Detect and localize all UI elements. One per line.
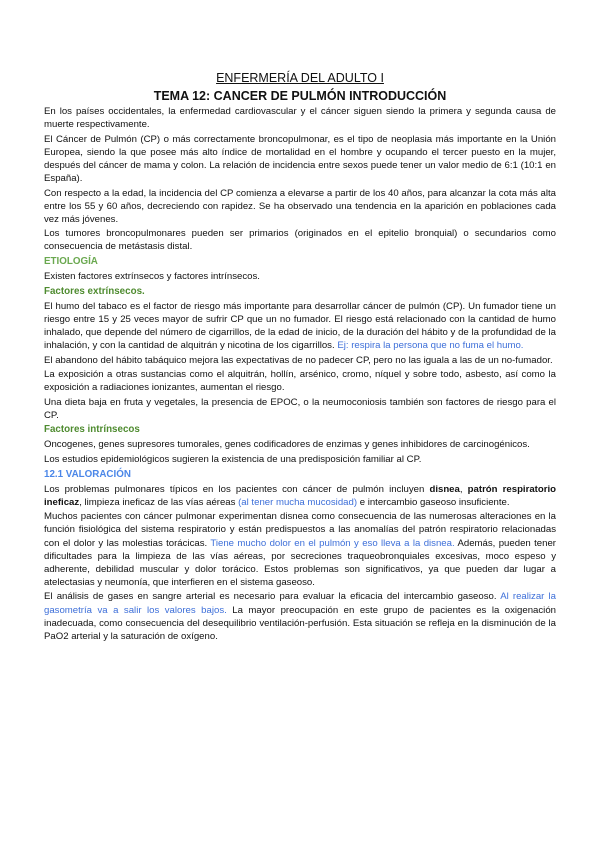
valoracion-paragraph-1 bbox=[44, 483, 556, 509]
valoracion-paragraph-3 bbox=[44, 590, 556, 642]
valoracion-p1-text-e: e intercambio gaseoso insuficiente. bbox=[357, 496, 510, 508]
extrinsecos-paragraph-4: Una dieta baja en fruta y vegetales, la presencia de EPOC, o la neumoconiosis también son factores de riesgo para el CP. bbox=[44, 396, 556, 421]
intro-paragraph-3: Con respecto a la edad, la incidencia del CP comienza a elevarse a partir de los 40 años, para alcanzar la cota más alta entre los 55 y 60 años, decreciendo con rapidez. Se ha observado una tendencia en la aparición en poblaciones cada vez más jóvenes. bbox=[44, 187, 556, 225]
valoracion-p2-text-a: Muchos pacientes con cáncer pulmonar experimentan disnea como consecuencia de las numerosas alteraciones en la función fisiológica del sistema respiratorio y están predispuestos a las anomalías del patrón respiratorio relacionadas con el dolor y las molestias torácicas. bbox=[44, 511, 556, 549]
valoracion-p1-note: (al tener mucha mucosidad) bbox=[238, 496, 358, 508]
valoracion-paragraph-2 bbox=[44, 510, 556, 589]
intro-paragraph-1: En los países occidentales, la enfermedad cardiovascular y el cáncer siguen siendo la primera y segunda causa de muerte respectivamente. bbox=[44, 106, 556, 131]
extrinsecos-paragraph-2: El abandono del hábito tabáquico mejora las expectativas de no padecer CP, pero no las iguala a las de un no-fumador. bbox=[44, 354, 553, 366]
extrinsecos-paragraph-3: La exposición a otras sustancias como el alquitrán, hollín, arsénico, cromo, níquel y sobre todo, asbesto, así como la exposición a radiaciones ionizantes, aumentan el riesgo. bbox=[44, 369, 556, 394]
extrinsecos-heading: Factores extrínsecos. bbox=[44, 285, 145, 297]
valoracion-p3-note: Al realizar la gasometría va a salir los valores bajos. bbox=[44, 591, 556, 616]
valoracion-heading: 12.1 VALORACIÓN bbox=[44, 468, 131, 480]
valoracion-p2-note: Tiene mucho dolor en el pulmón y eso lleva a la disnea. bbox=[210, 537, 455, 549]
etiologia-paragraph: Existen factores extrínsecos y factores intrínsecos. bbox=[44, 271, 260, 283]
subject-title: ENFERMERÍA DEL ADULTO I bbox=[216, 71, 384, 85]
valoracion-p3-text-a: El análisis de gases en sangre arterial es necesario para evaluar la eficacia del intercambio gaseoso. bbox=[44, 591, 501, 603]
intrinsecos-paragraph-2: Los estudios epidemiológicos sugieren la existencia de una predisposición familiar al CP. bbox=[44, 454, 422, 466]
valoracion-p3-text-b: La mayor preocupación en este grupo de pacientes es la oxigenación inadecuada, como consecuencia del desequilibrio ventilación-perfusión. Esta situación se refleja en la disminución de la PaO2 arterial y la saturación de oxígeno. bbox=[44, 604, 556, 642]
intro-paragraph-4: Los tumores broncopulmonares pueden ser primarios (originados en el epitelio bronquial) o secundarios como consecuencia de metástasis distal. bbox=[44, 228, 556, 253]
extrinsecos-paragraph-1 bbox=[44, 300, 556, 352]
extrinsecos-text: El humo del tabaco es el factor de riesgo más importante para desarrollar cáncer de pulmón (CP). Un fumador tiene un riesgo entre 15 y 25 veces mayor de sufrir CP que un no fumador. El riesgo está relacionado con la cantidad de humo inhalado, que depende del número de cigarrillos, de la edad de inicio, de la duración del hábito y de la profundidad de la inhalación, y con la cantidad de alquitrán y nicotina de los cigarrillos. bbox=[44, 300, 556, 351]
valoracion-p1-text-d: , limpieza ineficaz de las vías aéreas bbox=[79, 496, 239, 508]
valoracion-p1-text-a: Los problemas pulmonares típicos en los pacientes con cáncer de pulmón incluyen bbox=[44, 483, 430, 495]
topic-title: TEMA 12: CANCER DE PULMÓN INTRODUCCIÓN bbox=[153, 89, 447, 103]
valoracion-p1-bold-disnea: disnea bbox=[429, 483, 460, 495]
valoracion-p1-sep: , bbox=[459, 483, 468, 495]
intrinsecos-heading: Factores intrínsecos bbox=[44, 424, 140, 436]
etiologia-heading: ETIOLOGÍA bbox=[44, 256, 98, 268]
valoracion-p1-bold-patron: patrón respiratorio ineficaz bbox=[44, 483, 556, 508]
valoracion-p2-text-b: Además, pueden tener dificultades para la limpieza de las vías aéreas, por secreciones traqueobronquiales excesivas, moco espeso y adherente, debilidad muscular y dolor torácico. Estos problemas son significativos, ya que pueden dar lugar a atelectasias y neumonía, que interfieren en el sistema gaseoso. bbox=[44, 537, 556, 588]
intro-paragraph-2: El Cáncer de Pulmón (CP) o más correctamente broncopulmonar, es el tipo de neoplasia más importante en la Unión Europea, siendo la que posee más alto índice de mortalidad en el hombre y ocupando el tercer puesto en la mujer, después del cáncer de mama y colon. La relación de incidencia entre sexos puede tener un valor medio de 6:1 (10:1 en España). bbox=[44, 133, 556, 184]
extrinsecos-note: Ej: respira la persona que no fuma el humo. bbox=[337, 339, 524, 351]
intrinsecos-paragraph-1: Oncogenes, genes supresores tumorales, genes codificadores de enzimas y genes inhibidores de carcinogénicos. bbox=[44, 439, 530, 451]
